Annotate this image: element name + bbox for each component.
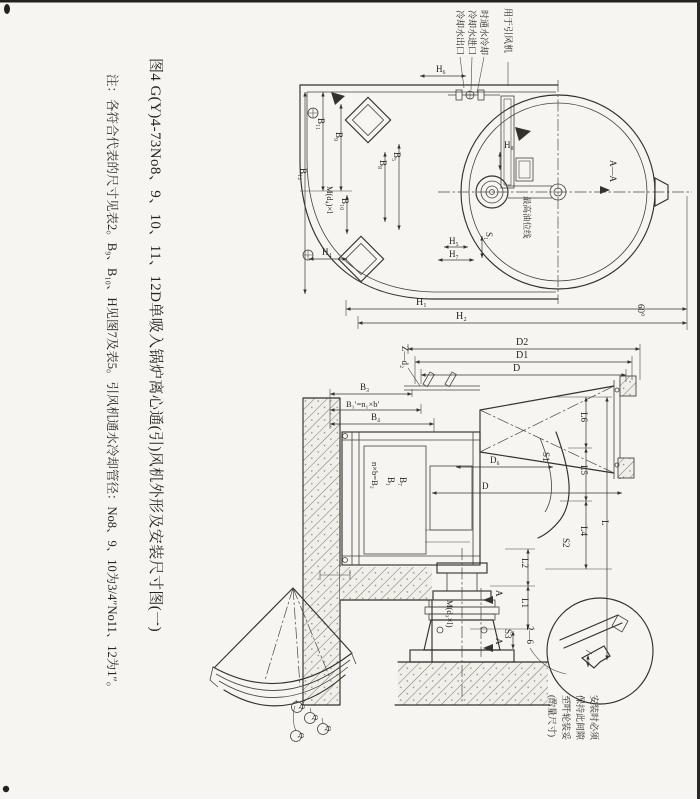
dim-b7: B₇ <box>398 477 408 487</box>
dim-b3: B₃ <box>360 382 370 392</box>
dim-l5: L5 <box>579 465 589 475</box>
dim-b1p: B₁′=n₁×b′ <box>346 399 380 409</box>
dim-h8: H₈ <box>504 140 514 150</box>
cone-callout-q4: Q <box>297 733 305 739</box>
anchor-bolt-lower <box>303 250 313 260</box>
cone-callout-q3: Q <box>324 726 332 732</box>
dim-b1: B₁ <box>386 477 396 487</box>
dim-d: D <box>513 363 521 374</box>
cone-callout-q2: Q <box>311 715 319 721</box>
cooling-water-fittings <box>448 57 508 100</box>
dim-zd2: Z—d₂ <box>400 346 410 369</box>
foundation-floor <box>340 567 432 600</box>
label-water-cooling: 时通水冷却 <box>479 10 489 56</box>
dim-d2: D2 <box>516 337 529 348</box>
top-view-fan-scroll <box>298 8 692 330</box>
detail-circle <box>547 598 653 704</box>
dim-s1-front: S1 <box>541 452 551 462</box>
cone-callout-q1: Q <box>298 704 306 710</box>
dim-h6: H₆ <box>436 64 446 74</box>
dim-s2: S2 <box>561 538 571 548</box>
detail-note-line1: 安装时必须 <box>589 695 599 741</box>
front-view-fan <box>303 337 640 705</box>
dim-s1-top: S₁ <box>484 232 494 241</box>
inlet-cone <box>480 376 636 479</box>
dim-l4: L4 <box>579 526 589 536</box>
dim-h5: H₅ <box>449 236 459 246</box>
dim-d1: D1 <box>516 350 529 361</box>
dim-d-lower: D <box>482 481 489 491</box>
dim-b11: B₁₁ <box>316 118 326 131</box>
section-a-lower: A <box>494 638 504 645</box>
dim-nxb: n×b=B₂ <box>370 462 380 489</box>
rotation-arrow <box>515 127 531 141</box>
section-a-upper: A <box>494 590 504 597</box>
detail-note-line2: 保持此间隙 <box>575 695 585 741</box>
dim-h7: H₇ <box>449 249 459 259</box>
gap-detail-view <box>547 598 653 741</box>
dim-l2: L2 <box>520 558 530 568</box>
dim-b4: B₄ <box>371 412 381 422</box>
dim-b9: B₉ <box>334 132 344 142</box>
figure-caption: 图4 G(Y)4-73No8、9、10、11、12D单吸入锅炉离心通(引)风机外形及安装尺寸图(一) <box>147 58 163 632</box>
detail-note-line4: (酌量尺寸) <box>547 695 557 737</box>
dim-d6: D₆ <box>490 455 500 465</box>
dim-h2: H₂ <box>456 311 467 322</box>
motor-block <box>516 158 533 181</box>
dim-60deg: 60° <box>636 304 646 317</box>
inlet-duct-flange-upper <box>345 97 390 142</box>
dim-s3: S3 <box>503 629 513 639</box>
label-max-oil-level: 最高油位线 <box>522 196 532 239</box>
label-cooling-water-inlet: 冷却水进口 <box>467 10 477 56</box>
anchor-bolt-upper <box>308 108 318 118</box>
access-door <box>430 466 472 530</box>
dim-b5: B₅ <box>392 152 402 162</box>
dim-l: L <box>600 520 610 526</box>
dim-h1: H₁ <box>416 297 427 308</box>
dim-b8: B₈ <box>378 160 388 170</box>
cone-callouts <box>291 702 333 742</box>
foundation-wall <box>303 398 340 705</box>
detail-note-line3: 至叶轮装妥 <box>561 695 571 741</box>
dim-l6: L6 <box>579 412 589 422</box>
dim-h4: H₄ <box>322 247 332 257</box>
foundation-base <box>398 662 548 705</box>
dim-b12: B₁₂ <box>298 168 308 181</box>
label-used-for-induced-fan: 用于引风机 <box>503 8 513 54</box>
fan-housing-box <box>342 432 480 565</box>
section-mark-aa: A—A <box>608 160 618 182</box>
dim-l1: L1 <box>520 598 530 608</box>
section-arrow <box>331 92 345 105</box>
dim-b10: B₁₀ <box>340 198 350 211</box>
dim-md3: M(d₃×l) <box>445 600 455 628</box>
dim-gap-2-6: 2—6 <box>525 626 535 644</box>
figure-note: 注：各符合代表的尺寸见表2。B₉、B₁₀、H见图7及表5。引风机通水冷却管径：No8、9、10为3/4″No11、12为1″。 <box>105 74 119 695</box>
dim-md4: M(d₄)×l <box>325 186 335 214</box>
label-cooling-water-outlet: 冷却水出口 <box>455 10 465 56</box>
